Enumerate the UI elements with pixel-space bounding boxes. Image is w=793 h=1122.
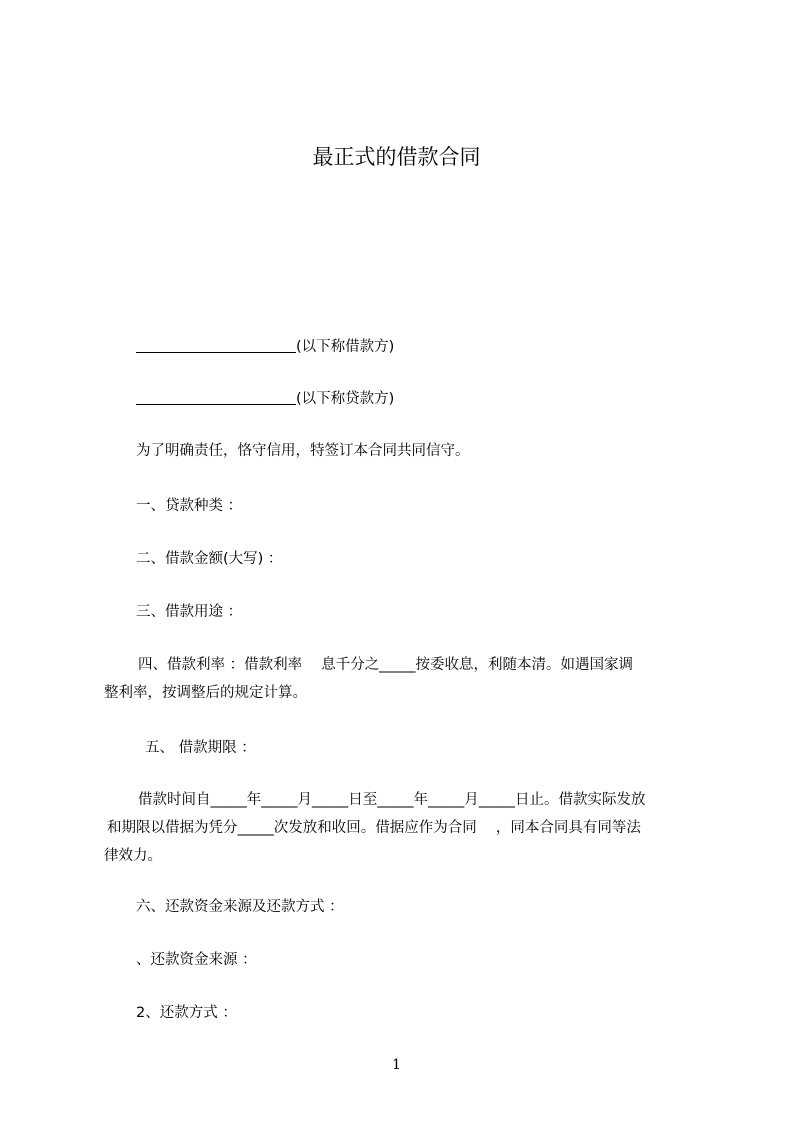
interest-rate-line-2: 整利率，按调整后的规定计算。 xyxy=(104,685,307,701)
section-repayment: 六、还款资金来源及还款方式 ： xyxy=(136,899,344,915)
loan-term-paragraph xyxy=(104,786,704,870)
lender-line xyxy=(136,389,394,409)
loan-term-line-3: 律效力。 xyxy=(104,848,162,864)
interest-rate-line-1: 四、借款利率 ：借款利率 息千分之_____按委收息，利随本清。如遇国家调 xyxy=(138,657,633,673)
borrower-line xyxy=(136,337,394,357)
document-title: 最正式的借款合同 xyxy=(312,145,481,169)
intro-paragraph: 为了明确责任，恪守信用，特签订本合同共同信守。 xyxy=(136,443,470,459)
repayment-method: 2、还款方式 ： xyxy=(136,1005,237,1021)
lender-label: (以下称贷款方) xyxy=(296,391,395,407)
section-loan-term: 五、 借款期限 ： xyxy=(145,740,256,756)
loan-term-line-1: 借款时间自_____年_____月_____日至_____年_____月_____日止。借款实际发放 xyxy=(138,792,646,808)
section-interest-rate xyxy=(104,651,704,707)
lender-blank xyxy=(136,390,296,405)
section-loan-type: 一、贷款种类 ： xyxy=(136,498,243,514)
section-loan-purpose: 三、借款用途 ： xyxy=(136,604,243,620)
section-loan-amount: 二、借款金额(大写) ： xyxy=(136,551,283,567)
repayment-source: 、还款资金来源 ： xyxy=(136,952,257,968)
page-number: 1 xyxy=(392,1057,401,1073)
borrower-blank xyxy=(136,338,296,353)
borrower-label: (以下称借款方) xyxy=(296,339,395,355)
loan-term-line-2: 和期限以借据为凭分_____次发放和收回。借据应作为合同 ，同本合同具有同等法 xyxy=(107,820,641,836)
